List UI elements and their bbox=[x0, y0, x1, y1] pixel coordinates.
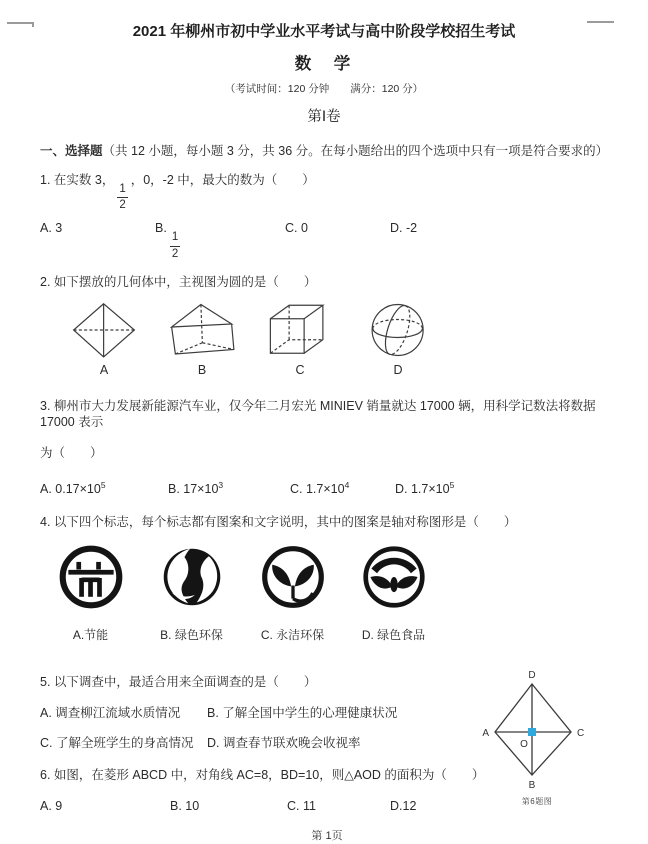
question-3-line1: 3. 柳州市大力发展新能源汽车业，仅今年二月宏光 MINIEV 销量就达 17000 辆，用科学记数法将数据 17000 表示 bbox=[40, 398, 596, 429]
logo-green-environment bbox=[141, 544, 242, 610]
figure-label: D bbox=[393, 362, 403, 377]
page-number: 第 1页 bbox=[311, 830, 343, 843]
green-food-logo-icon bbox=[361, 544, 427, 610]
question-5: 5. 以下调查中，最适合用来全面调查的是（ ） bbox=[40, 675, 317, 690]
option-d: D. $1.7\times 10^5$ bbox=[395, 479, 455, 497]
option-d: D. -2 bbox=[390, 221, 418, 236]
green-environment-logo-icon bbox=[159, 544, 225, 610]
vertex-label-b: B bbox=[528, 780, 536, 791]
option-d: D.12 bbox=[390, 799, 417, 814]
question-1 bbox=[40, 172, 614, 212]
fraction-one-half: $\frac{1}{2}$ bbox=[119, 183, 126, 212]
right-angle-marker bbox=[528, 728, 536, 736]
figure-label: A bbox=[99, 362, 109, 377]
section-desc: （共 12 小题，每小题 3 分，共 36 分。在每小题给出的四个选项中只有一项是符合要求的） bbox=[102, 144, 609, 158]
rhombus-diagram bbox=[479, 668, 595, 790]
question-6: 6. 如图，在菱形 ABCD 中，对角线 AC=8，BD=10，则△AOD 的面积为（ ） bbox=[40, 768, 485, 783]
figure-triangular-prism bbox=[156, 300, 248, 378]
figure-label: C bbox=[295, 362, 305, 377]
option-d: D. 调查春节联欢晚会收视率 bbox=[207, 736, 361, 751]
logo-label-c: C. 永洁环保 bbox=[260, 628, 325, 643]
question-3-options bbox=[40, 477, 614, 497]
figure-caption: 第6题图 bbox=[521, 797, 553, 806]
question-4-logo-labels bbox=[40, 610, 614, 643]
option-b: B. 了解全国中学生的心理健康状况 bbox=[207, 706, 398, 721]
logo-green-food bbox=[343, 544, 444, 610]
cube-icon bbox=[254, 300, 346, 360]
fraction-one-half: $\frac{1}{2}$ bbox=[171, 231, 179, 260]
option-c: C. 0 bbox=[285, 221, 308, 236]
question-1-text: 1. 在实数 3， bbox=[40, 173, 115, 187]
logo-label-a: A.节能 bbox=[72, 628, 109, 643]
exam-paper-page bbox=[0, 20, 648, 843]
option-a: A. 9 bbox=[40, 799, 63, 814]
question-1-text-end: ，0，-2 中，最大的数为（ ） bbox=[130, 173, 315, 187]
section-label: 一、选择题 bbox=[40, 144, 103, 158]
figure-sphere bbox=[352, 300, 444, 378]
question-6-figure bbox=[479, 668, 595, 807]
logo-label-b: B. 绿色环保 bbox=[160, 628, 223, 643]
subject-title: 数 学 bbox=[294, 55, 354, 73]
cropped-ui-corner-mark-left bbox=[7, 22, 34, 27]
option-c: C. 了解全班学生的身高情况 bbox=[40, 736, 194, 751]
question-1-options bbox=[40, 220, 614, 260]
question-2: 2. 如下摆放的几何体中，主视图为圆的是（ ） bbox=[40, 274, 317, 289]
option-c: C. 11 bbox=[287, 799, 316, 814]
yongjie-environment-logo-icon bbox=[260, 544, 326, 610]
center-label-o: O bbox=[520, 739, 528, 750]
cropped-ui-corner-mark-right bbox=[587, 21, 614, 23]
logo-energy-saving bbox=[40, 544, 141, 610]
option-a: A. 调查柳江流域水质情况 bbox=[40, 706, 181, 721]
question-4-logos bbox=[40, 544, 614, 610]
question-2-figures bbox=[40, 300, 614, 378]
option-a: A. $0.17\times 10^5$ bbox=[40, 479, 106, 497]
logo-label-d: D. 绿色食品 bbox=[361, 628, 426, 643]
exam-info: （考试时间：120 分钟 满分：120 分） bbox=[224, 83, 424, 95]
vertex-label-c: C bbox=[577, 728, 585, 739]
vertex-label-a: A bbox=[482, 728, 489, 739]
option-b: B. $\frac{1}{2}$ bbox=[155, 221, 179, 260]
logo-yongjie-environment bbox=[242, 544, 343, 610]
option-b: B. 10 bbox=[170, 799, 200, 814]
question-3-line2: 为（ ） bbox=[40, 445, 103, 460]
figure-cube bbox=[254, 300, 346, 378]
vertex-label-d: D bbox=[528, 670, 536, 681]
volume-heading: 第Ⅰ卷 bbox=[307, 109, 341, 125]
triangular-prism-icon bbox=[156, 300, 248, 360]
question-4: 4. 以下四个标志，每个标志都有图案和文字说明，其中的图案是轴对称图形是（ ） bbox=[40, 515, 517, 530]
figure-label: B bbox=[197, 362, 207, 377]
option-a: A. 3 bbox=[40, 221, 63, 236]
option-c: C. $1.7\times 10^4$ bbox=[290, 479, 350, 497]
exam-title: 2021 年柳州市初中学业水平考试与高中阶段学校招生考试 bbox=[132, 23, 516, 40]
option-b: B. $17\times 10^3$ bbox=[168, 479, 224, 497]
energy-saving-logo-icon bbox=[58, 544, 124, 610]
figure-tetrahedron bbox=[58, 300, 150, 378]
tetrahedron-icon bbox=[58, 300, 150, 360]
sphere-icon bbox=[352, 300, 444, 360]
section-heading bbox=[40, 143, 614, 159]
